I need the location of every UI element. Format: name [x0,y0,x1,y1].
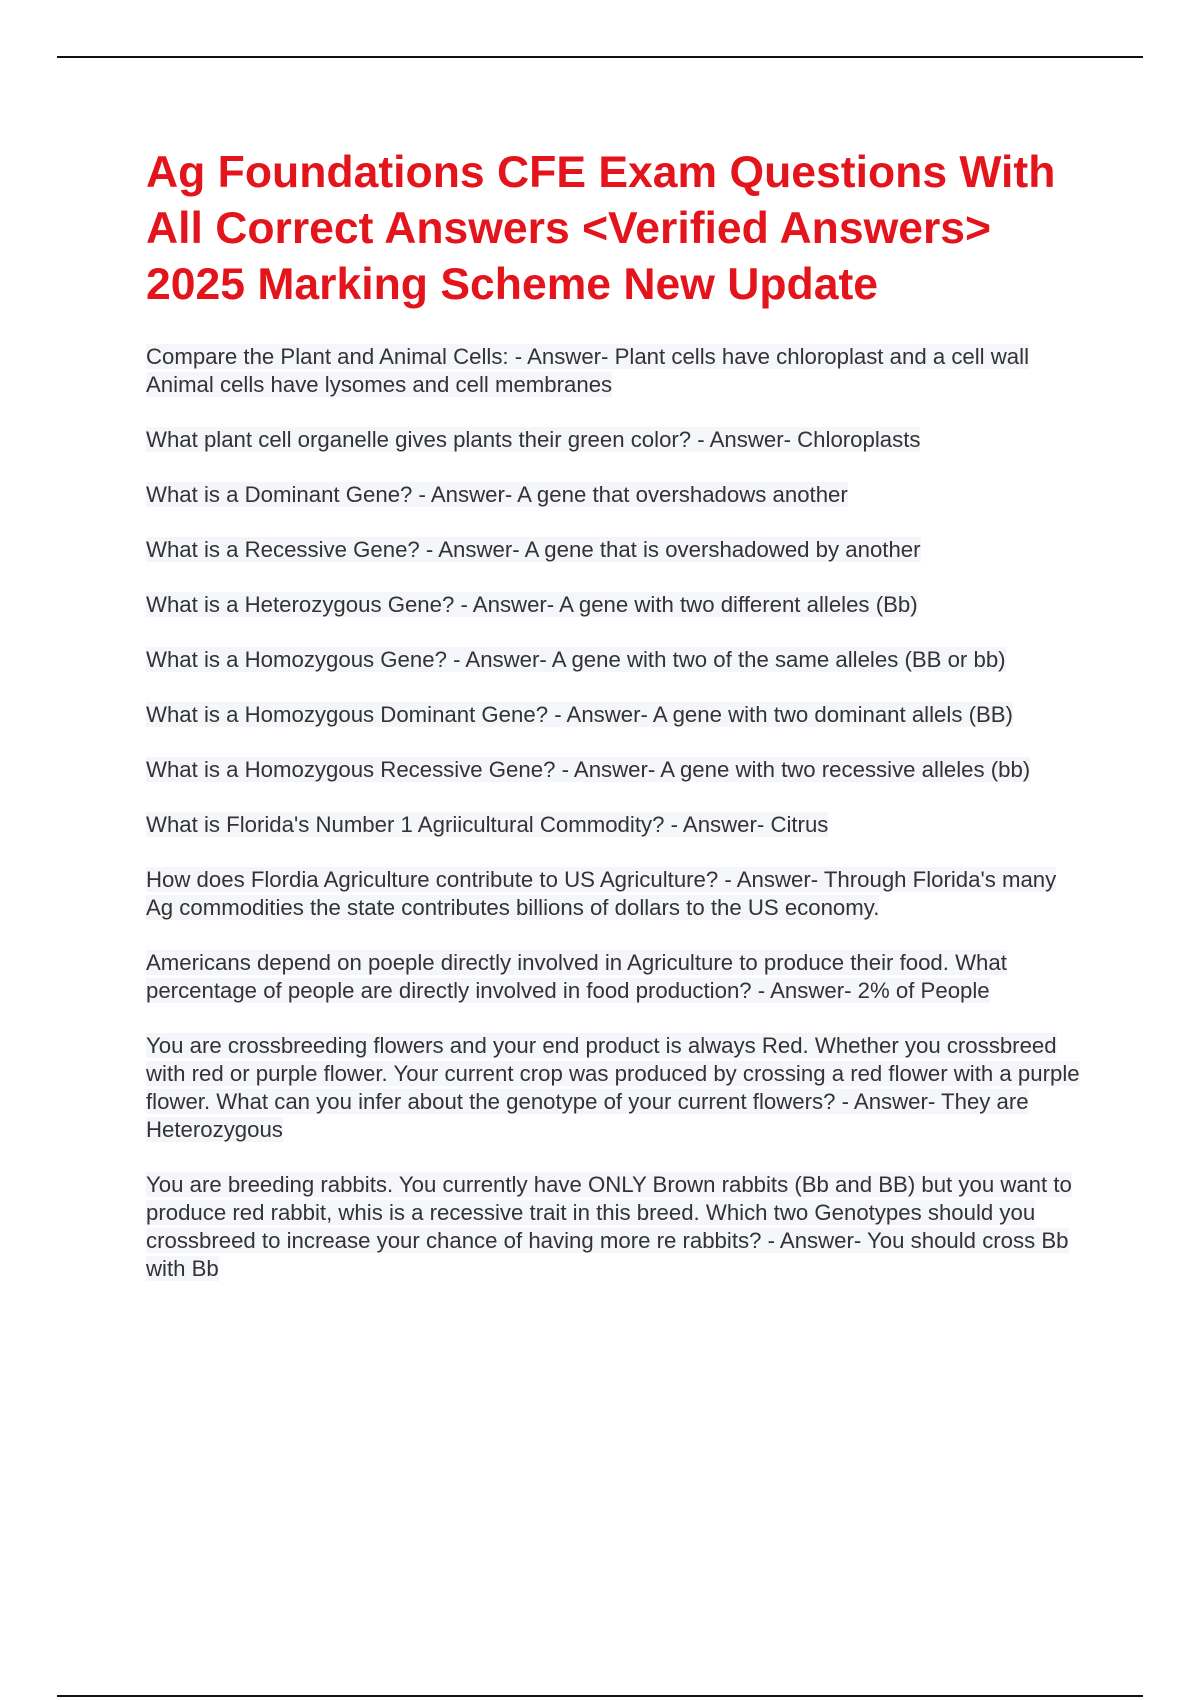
qa-item [146,949,1086,1005]
qa-text: You are breeding rabbits. You currently have ONLY Brown rabbits (Bb and BB) but you want to produce red rabbit, whis is a recessive trait in this breed. Which two Genotypes should you crossbreed to increase your chance of having more re rabbits? - Answer- You should cross Bb with Bb [146,1172,1072,1281]
qa-item [146,1171,1086,1283]
qa-list [146,343,1086,1283]
bottom-rule [57,1695,1143,1697]
qa-text: What is a Homozygous Dominant Gene? - Answer- A gene with two dominant allels (BB) [146,702,1013,727]
document-body [146,145,1086,1310]
qa-text: What is a Homozygous Gene? - Answer- A gene with two of the same alleles (BB or bb) [146,647,1006,672]
qa-item [146,756,1086,784]
qa-text: Compare the Plant and Animal Cells: - Answer- Plant cells have chloroplast and a cell wall [146,344,1030,369]
qa-item [146,536,1086,564]
qa-text: What is a Heterozygous Gene? - Answer- A gene with two different alleles (Bb) [146,592,918,617]
qa-text: What is a Dominant Gene? - Answer- A gene that overshadows another [146,482,848,507]
qa-item [146,811,1086,839]
qa-item [146,481,1086,509]
qa-text: How does Flordia Agriculture contribute to US Agriculture? - Answer- Through Florida's many Ag commodities the state contributes billions of dollars to the US economy. [146,867,1057,920]
qa-text: Americans depend on poeple directly involved in Agriculture to produce their food. What percentage of people are directly involved in food production? - Answer- 2% of People [146,950,1007,1003]
qa-text: What plant cell organelle gives plants their green color? - Answer- Chloroplasts [146,427,921,452]
qa-text: What is a Homozygous Recessive Gene? - Answer- A gene with two recessive alleles (bb) [146,757,1031,782]
qa-item [146,646,1086,674]
document-title: Ag Foundations CFE Exam Questions With All Correct Answers <Verified Answers> 2025 Marking Scheme New Update [146,148,1056,309]
qa-item [146,343,1086,399]
qa-text: Animal cells have lysomes and cell membranes [146,372,613,397]
qa-item [146,866,1086,922]
qa-item [146,1032,1086,1144]
top-rule [57,56,1143,58]
qa-item [146,701,1086,729]
qa-text: You are crossbreeding flowers and your end product is always Red. Whether you crossbreed with red or purple flower. Your current crop was produced by crossing a red flower with a purple flower. What can you infer about the genotype of your current flowers? - Answer- They are Heterozygous [146,1033,1080,1142]
qa-text: What is a Recessive Gene? - Answer- A gene that is overshadowed by another [146,537,921,562]
qa-text: What is Florida's Number 1 Agriicultural Commodity? - Answer- Citrus [146,812,829,837]
qa-item [146,591,1086,619]
qa-item [146,426,1086,454]
